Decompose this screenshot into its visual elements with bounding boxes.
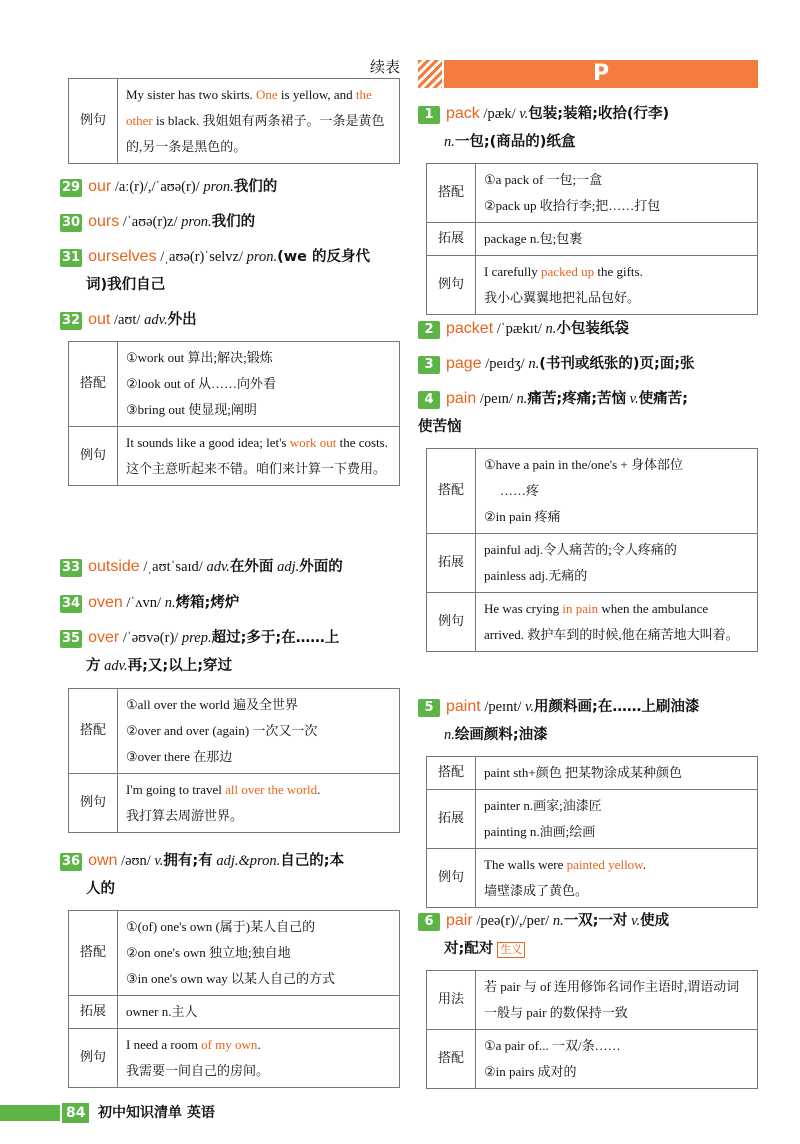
page-number: 84 bbox=[62, 1103, 89, 1123]
highlight: packed up bbox=[541, 264, 595, 279]
entry-pack bbox=[418, 100, 758, 156]
collocations bbox=[118, 911, 400, 996]
phonetic: /ˈəʊvə(r)/ bbox=[122, 630, 179, 646]
meaning: 一包;(商品的)纸盒 bbox=[454, 134, 576, 150]
entry-number: 3 bbox=[418, 356, 440, 374]
entry-number: 29 bbox=[62, 179, 81, 195]
headword: pack bbox=[446, 105, 480, 122]
example-table-top bbox=[68, 78, 400, 164]
footer-bar bbox=[0, 1105, 60, 1121]
part-of-speech: n. bbox=[552, 913, 564, 929]
extension bbox=[476, 790, 758, 849]
letter-header bbox=[418, 60, 758, 88]
example-text bbox=[118, 774, 400, 833]
usage: 若 pair 与 of 连用修饰名词作主语时,谓语动词一般与 pair 的数保持一致 bbox=[476, 971, 758, 1030]
headword: pair bbox=[446, 912, 473, 929]
new-meaning-badge: 生义 bbox=[497, 942, 525, 958]
book-title: 初中知识清单 英语 bbox=[98, 1105, 215, 1121]
meaning: 超过;多于;在……上 bbox=[211, 630, 340, 646]
entry-number: 34 bbox=[62, 595, 81, 611]
row-label: 例句 bbox=[427, 256, 476, 315]
example-cn: 这个主意听起来不错。咱们来计算一下费用。 bbox=[126, 461, 387, 476]
meaning: 外出 bbox=[167, 312, 197, 328]
phonetic: /ˌaʊə(r)ˈselvz/ bbox=[160, 249, 244, 265]
meaning-continued: 方 bbox=[86, 658, 101, 674]
example-text bbox=[118, 427, 400, 486]
extension: package n.包;包裹 bbox=[476, 223, 758, 256]
meaning: (we 的反身代 bbox=[277, 249, 371, 265]
row-label: 拓展 bbox=[427, 534, 476, 593]
collocation: ③over there 在那边 bbox=[126, 749, 233, 764]
meaning: 我们的 bbox=[211, 214, 256, 230]
over-table bbox=[68, 688, 400, 833]
headword: packet bbox=[446, 320, 494, 337]
collocations bbox=[476, 449, 758, 534]
out-table bbox=[68, 341, 400, 486]
meaning: 自己的;本 bbox=[280, 853, 345, 869]
entry-pair bbox=[418, 907, 758, 963]
headword: ours bbox=[88, 213, 120, 230]
headword: outside bbox=[88, 558, 140, 575]
page-footer bbox=[0, 1103, 400, 1121]
row-label: 拓展 bbox=[427, 223, 476, 256]
meaning: 烤箱;烤炉 bbox=[175, 595, 240, 611]
entry-number: 36 bbox=[62, 853, 81, 869]
collocation: ②pack up 收拾行李;把……打包 bbox=[484, 198, 661, 213]
entry-number: 1 bbox=[418, 106, 440, 124]
pack-table bbox=[426, 163, 758, 315]
collocation: ③bring out 使显现;阐明 bbox=[126, 402, 257, 417]
phonetic: /peə(r)/,/per/ bbox=[476, 913, 550, 929]
entry-pain bbox=[418, 385, 758, 441]
highlight: work out bbox=[289, 435, 337, 450]
row-label: 例句 bbox=[69, 427, 118, 486]
part-of-speech: adv. bbox=[104, 658, 128, 674]
collocation: ①work out 算出;解决;锻炼 bbox=[126, 350, 273, 365]
example-en: . bbox=[642, 857, 646, 872]
own-table bbox=[68, 910, 400, 1088]
collocation: ②look out of 从……向外看 bbox=[126, 376, 276, 391]
meaning: 痛苦;疼痛;苦恼 bbox=[527, 391, 627, 407]
example-text bbox=[476, 593, 758, 652]
headword: paint bbox=[446, 698, 481, 715]
phonetic: /ˈʌvn/ bbox=[126, 595, 162, 611]
phonetic: /ˈaʊə(r)z/ bbox=[122, 214, 178, 230]
row-label: 例句 bbox=[427, 593, 476, 652]
part-of-speech: n. bbox=[164, 595, 176, 611]
entry-page bbox=[418, 350, 758, 378]
collocations bbox=[476, 164, 758, 223]
part-of-speech: pron. bbox=[246, 249, 278, 265]
meaning: 包装;装箱;收拾(行李) bbox=[528, 106, 670, 122]
row-label: 用法 bbox=[427, 971, 476, 1030]
collocation: ①have a pain in the/one's + 身体部位 bbox=[484, 457, 683, 472]
extension-item: painter n.画家;油漆匠 bbox=[484, 798, 602, 813]
collocations bbox=[118, 689, 400, 774]
part-of-speech: pron. bbox=[181, 214, 212, 230]
phonetic: /peɪn/ bbox=[479, 391, 513, 407]
highlight: the other bbox=[126, 87, 372, 128]
entry-paint bbox=[418, 693, 758, 749]
example-cn: 墙壁漆成了黄色。 bbox=[484, 883, 589, 898]
example-cn: 我小心翼翼地把礼品包好。 bbox=[484, 290, 641, 305]
pain-table bbox=[426, 448, 758, 652]
header-stripe bbox=[418, 60, 442, 88]
entry-number: 4 bbox=[418, 391, 440, 409]
example-en: The walls were bbox=[484, 857, 567, 872]
phonetic: /pæk/ bbox=[483, 106, 516, 122]
phonetic: /əʊn/ bbox=[121, 853, 151, 869]
part-of-speech: n. bbox=[444, 134, 455, 150]
meaning: 一双;一对 bbox=[563, 913, 628, 929]
phonetic: /peɪnt/ bbox=[484, 699, 522, 715]
entry-number: 33 bbox=[62, 559, 81, 575]
meaning: 在外面 bbox=[229, 559, 274, 575]
collocation: ③in one's own way 以某人自己的方式 bbox=[126, 971, 335, 986]
collocation: ①(of) one's own (属于)某人自己的 bbox=[126, 919, 316, 934]
phonetic: /aː(r)/,/ˈaʊə(r)/ bbox=[114, 179, 200, 195]
entry-over bbox=[60, 624, 400, 680]
phonetic: /aʊt/ bbox=[113, 312, 141, 328]
collocation: paint sth+颜色 把某物涂成某种颜色 bbox=[476, 757, 758, 790]
meaning: 小包装纸袋 bbox=[556, 321, 629, 337]
part-of-speech: v. bbox=[519, 106, 529, 122]
example-cn: 我姐姐有两条裙子。一条是黄色的,另一条是黑色的。 bbox=[126, 113, 385, 154]
meaning-continued: 使苦恼 bbox=[418, 419, 462, 435]
row-label: 拓展 bbox=[69, 996, 118, 1029]
row-label: 例句 bbox=[427, 849, 476, 908]
row-label: 搭配 bbox=[427, 449, 476, 534]
example-text bbox=[476, 256, 758, 315]
row-label: 搭配 bbox=[427, 1030, 476, 1089]
example-en: when the ambulance arrived. bbox=[484, 601, 709, 642]
highlight: all over the world bbox=[225, 782, 318, 797]
example-en: . bbox=[317, 782, 321, 797]
headword: page bbox=[446, 355, 482, 372]
entry-number: 5 bbox=[418, 699, 440, 717]
part-of-speech: v. bbox=[525, 699, 535, 715]
example-en: I need a room bbox=[126, 1037, 202, 1052]
collocation: ②on one's own 独立地;独自地 bbox=[126, 945, 291, 960]
collocation-continued: ……疼 bbox=[500, 483, 540, 498]
collocation: ①all over the world 遍及全世界 bbox=[126, 697, 298, 712]
example-text bbox=[118, 79, 400, 164]
meaning-continued: 人的 bbox=[86, 881, 115, 897]
paint-table bbox=[426, 756, 758, 908]
part-of-speech: n. bbox=[545, 321, 557, 337]
example-en: I carefully bbox=[484, 264, 542, 279]
collocation: ②in pairs 成对的 bbox=[484, 1064, 577, 1079]
entry-number: 2 bbox=[418, 321, 440, 339]
meaning: 用颜料画;在……上刷油漆 bbox=[534, 699, 700, 715]
example-text bbox=[118, 1029, 400, 1088]
highlight: of my own bbox=[201, 1037, 258, 1052]
entry-own bbox=[60, 847, 400, 903]
part-of-speech: n. bbox=[516, 391, 528, 407]
entry-number: 31 bbox=[62, 249, 81, 265]
example-en: is yellow, and bbox=[277, 87, 356, 102]
example-cn: 我打算去周游世界。 bbox=[126, 808, 244, 823]
phonetic: /peɪdʒ/ bbox=[485, 356, 525, 372]
meaning: (书刊或纸张的)页;面;张 bbox=[539, 356, 695, 372]
example-cn: 救护车到的时候,他在痛苦地大叫着。 bbox=[527, 627, 739, 642]
part-of-speech: pron. bbox=[203, 179, 234, 195]
part-of-speech: adv. bbox=[144, 312, 168, 328]
entry-number: 35 bbox=[62, 630, 81, 646]
entry-our bbox=[60, 173, 400, 201]
collocation: ①a pair of... 一双/条…… bbox=[484, 1038, 621, 1053]
example-en: He was crying bbox=[484, 601, 563, 616]
meaning: 使成 bbox=[640, 913, 670, 929]
entry-number: 32 bbox=[62, 312, 81, 328]
collocations bbox=[118, 342, 400, 427]
entry-oven bbox=[60, 589, 400, 617]
collocation: ①a pack of 一包;一盒 bbox=[484, 172, 603, 187]
part-of-speech: v. bbox=[154, 853, 164, 869]
part-of-speech: n. bbox=[528, 356, 540, 372]
entry-ours bbox=[60, 208, 400, 236]
extension bbox=[476, 534, 758, 593]
extension: owner n.主人 bbox=[118, 996, 400, 1029]
entry-ourselves bbox=[60, 243, 400, 299]
meaning: 使痛苦; bbox=[638, 391, 688, 407]
row-label: 搭配 bbox=[427, 164, 476, 223]
phonetic: /ˌaʊtˈsaɪd/ bbox=[143, 559, 203, 575]
example-en: the costs. bbox=[336, 435, 388, 450]
entry-out bbox=[60, 306, 400, 334]
example-cn: 我需要一间自己的房间。 bbox=[126, 1063, 270, 1078]
example-en: . bbox=[257, 1037, 261, 1052]
headword: pain bbox=[446, 390, 477, 407]
pair-table bbox=[426, 970, 758, 1089]
part-of-speech: prep. bbox=[181, 630, 212, 646]
example-en: My sister has two skirts. bbox=[126, 87, 256, 102]
part-of-speech: n. bbox=[444, 727, 455, 743]
example-text bbox=[476, 849, 758, 908]
meaning-continued: 对;配对 bbox=[444, 941, 494, 957]
example-en: the gifts. bbox=[594, 264, 643, 279]
row-label: 例句 bbox=[69, 79, 118, 164]
entry-number: 30 bbox=[62, 214, 81, 230]
headword: oven bbox=[88, 594, 123, 611]
phonetic: /ˈpækɪt/ bbox=[496, 321, 542, 337]
collocations bbox=[476, 1030, 758, 1089]
row-label: 拓展 bbox=[427, 790, 476, 849]
headword: out bbox=[88, 311, 111, 328]
extension-item: painless adj.无痛的 bbox=[484, 568, 588, 583]
example-en: It sounds like a good idea; let's bbox=[126, 435, 290, 450]
meaning: 外面的 bbox=[299, 559, 343, 575]
row-label: 搭配 bbox=[69, 689, 118, 774]
part-of-speech: adv. bbox=[206, 559, 230, 575]
row-label: 搭配 bbox=[69, 342, 118, 427]
collocation: ②in pain 疼痛 bbox=[484, 509, 561, 524]
meaning-continued: 词)我们自己 bbox=[86, 277, 166, 293]
headword: ourselves bbox=[88, 248, 157, 265]
headword: our bbox=[88, 178, 112, 195]
meaning: 我们的 bbox=[233, 179, 278, 195]
entry-outside bbox=[60, 553, 400, 581]
row-label: 搭配 bbox=[69, 911, 118, 996]
meaning: 绘画颜料;油漆 bbox=[454, 727, 548, 743]
continued-label: 续表 bbox=[369, 58, 400, 76]
highlight: One bbox=[256, 87, 278, 102]
collocation: ②over and over (again) 一次又一次 bbox=[126, 723, 318, 738]
extension-item: painting n.油画;绘画 bbox=[484, 824, 596, 839]
example-en: I'm going to travel bbox=[126, 782, 226, 797]
example-en: is black. bbox=[152, 113, 200, 128]
row-label: 例句 bbox=[69, 774, 118, 833]
part-of-speech: v. bbox=[629, 391, 639, 407]
letter-title: P bbox=[444, 60, 758, 88]
headword: own bbox=[88, 852, 118, 869]
extension-item: painful adj.令人痛苦的;令人疼痛的 bbox=[484, 542, 677, 557]
highlight: in pain bbox=[562, 601, 599, 616]
highlight: painted yellow bbox=[566, 857, 643, 872]
row-label: 例句 bbox=[69, 1029, 118, 1088]
meaning: 再;又;以上;穿过 bbox=[127, 658, 233, 674]
meaning: 拥有;有 bbox=[163, 853, 213, 869]
part-of-speech: adj.&pron. bbox=[216, 853, 281, 869]
part-of-speech: v. bbox=[631, 913, 641, 929]
entry-packet bbox=[418, 315, 758, 343]
part-of-speech: adj. bbox=[277, 559, 300, 575]
row-label: 搭配 bbox=[427, 757, 476, 790]
headword: over bbox=[88, 629, 120, 646]
entry-number: 6 bbox=[418, 913, 440, 931]
